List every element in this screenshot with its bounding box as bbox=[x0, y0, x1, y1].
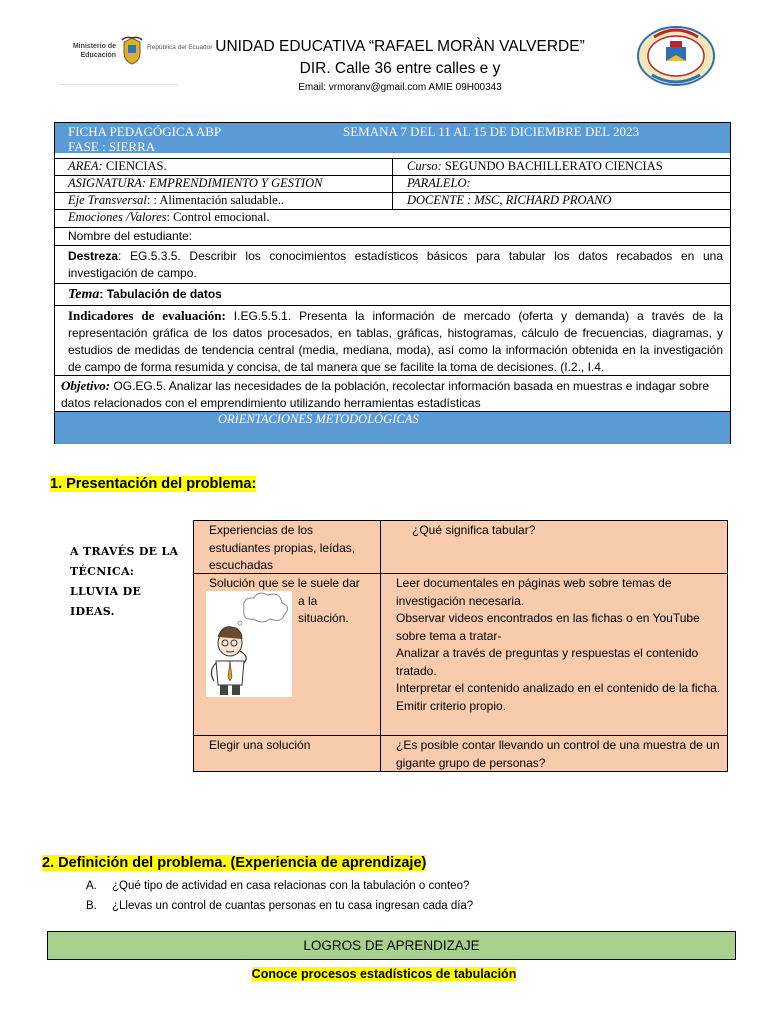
logros-subtitle bbox=[0, 967, 768, 981]
emociones-value: : Control emocional. bbox=[166, 210, 270, 224]
docente: DOCENTE : MSC, RICHARD PROANO bbox=[407, 193, 612, 207]
objetivo-value: OG.EG.5. Analizar las necesidades de la población, recolectar información basada en muestras e indagar sobre datos relacionados con el emprendimiento utilizando herramientas estadísticas bbox=[61, 379, 710, 410]
destreza-value: : EG.5.3.5. Describir los conocimientos estadísticos básicos para tabular los datos recabados en una investigación de campo. bbox=[68, 249, 723, 280]
technique-label: A TRAVÉS DE LA TÉCNICA: LLUVIA DE IDEAS. bbox=[70, 545, 179, 618]
eje-row bbox=[55, 192, 730, 209]
section2-heading-text: 2. Definición del problema. (Experiencia de aprendizaje) bbox=[42, 855, 427, 871]
school-contact: Email: vrmoranv@gmail.com AMIE 09H00343 bbox=[298, 82, 502, 93]
thinking-student-illustration bbox=[206, 591, 292, 697]
indicadores-value: I.EG.5.5.1. Presenta la información de mercado (oferta y demanda) a través de la representación gráfica de los datos procesados, en tablas, gráficas, histogramas, cálculo de frecuencias, diagramas, y estudios de medidas de tendencia central (media, mediana, moda), así como la información obtenida en la investigación de campo de forma resumida y concisa, de tal manera que se facilite la toma de decisiones. (I.2., I.4. bbox=[68, 309, 723, 374]
school-name: UNIDAD EDUCATIVA “RAFAEL MORÀN VALVERDE” bbox=[215, 38, 585, 55]
eje-label: Eje Transversal bbox=[68, 193, 147, 207]
eje-value: : : Alimentación saludable.. bbox=[146, 193, 284, 207]
ficha-header-row bbox=[55, 123, 730, 153]
emociones-row bbox=[55, 209, 730, 227]
table-r1c2: ¿Qué significa tabular? bbox=[412, 523, 536, 537]
question-item bbox=[86, 896, 473, 916]
ficha-phase: FASE : SIERRA bbox=[68, 139, 156, 154]
nombre-estudiante: Nombre del estudiante: bbox=[68, 229, 193, 243]
asignatura-row bbox=[55, 175, 730, 192]
curso-value: SEGUNDO BACHILLERATO CIENCIAS bbox=[441, 159, 663, 173]
table-r1c1: Experiencias de los estudiantes propias, leídas, escuchadas bbox=[209, 523, 356, 572]
curso-label: Curso: bbox=[407, 159, 442, 173]
emociones-label: Emociones /Valores bbox=[68, 210, 167, 224]
solution-steps bbox=[396, 575, 724, 715]
tema-row bbox=[55, 283, 730, 305]
indicadores-label: Indicadores de evaluación: bbox=[68, 308, 226, 323]
ministry-logo-right: República del Ecuador bbox=[147, 44, 213, 51]
area-label: AREA: bbox=[68, 159, 103, 173]
question-text: ¿Qué tipo de actividad en casa relacionas con la tabulación o conteo? bbox=[112, 880, 470, 892]
tema-value: : Tabulación de datos bbox=[99, 287, 222, 301]
paralelo: PARALELO: bbox=[407, 176, 471, 190]
question-list bbox=[86, 876, 473, 916]
indicadores-row bbox=[55, 305, 730, 375]
ministry-logo-text: Ministerio de Educación bbox=[72, 43, 116, 59]
objetivo-label: Objetivo: bbox=[61, 378, 111, 393]
destreza-row bbox=[55, 245, 730, 283]
ecuador-shield-icon bbox=[120, 36, 144, 66]
solution-step: Interpretar el contenido analizado en el contenido de la ficha. bbox=[396, 681, 721, 695]
solution-step: Leer documentales en páginas web sobre temas de investigación necesaria. bbox=[396, 576, 672, 608]
orientaciones-row bbox=[55, 411, 730, 444]
logros-subtitle-text: Conoce procesos estadísticos de tabulación bbox=[251, 967, 517, 981]
nombre-row bbox=[55, 227, 730, 245]
solution-step: Emitir criterio propio. bbox=[396, 698, 507, 713]
ficha-title: FICHA PEDAGÓGICA ABP bbox=[68, 124, 222, 139]
objetivo-row bbox=[55, 375, 730, 411]
orientaciones-title: ORIENTACIONES METODOLÓGICAS bbox=[218, 412, 419, 426]
table-r2c1-line1: Solución que se le suele dar bbox=[209, 576, 360, 590]
question-item bbox=[86, 876, 473, 896]
solution-step: Observar videos encontrados en las fichas o en YouTube sobre tema a tratar- bbox=[396, 611, 700, 643]
question-key: B. bbox=[86, 900, 97, 912]
table-r2c1-line3: situación. bbox=[298, 611, 349, 625]
logros-banner: LOGROS DE APRENDIZAJE bbox=[47, 931, 736, 960]
section2-heading bbox=[42, 855, 426, 871]
table-r3c1: Elegir una solución bbox=[209, 738, 311, 752]
brainstorm-table bbox=[193, 520, 728, 772]
area-row bbox=[55, 158, 730, 175]
pedagogical-info-table bbox=[54, 122, 731, 444]
school-address: DIR. Calle 36 entre calles e y bbox=[299, 60, 501, 77]
tema-label: Tema bbox=[68, 287, 100, 302]
question-key: A. bbox=[86, 880, 97, 892]
section1-heading bbox=[50, 476, 256, 492]
solution-step: Analizar a través de preguntas y respuestas el contenido tratado. bbox=[396, 646, 699, 678]
destreza-label: Destreza bbox=[68, 249, 119, 263]
table-r3c2: ¿Es posible contar llevando un control de una muestra de un gigante grupo de personas? bbox=[396, 738, 720, 770]
area-value: CIENCIAS. bbox=[102, 159, 167, 173]
asignatura: ASIGNATURA: EMPRENDIMIENTO Y GESTION bbox=[68, 176, 323, 190]
table-r2c1-line2: a la bbox=[298, 594, 318, 608]
ficha-week: SEMANA 7 DEL 11 AL 15 DE DICIEMBRE DEL 2023 bbox=[343, 124, 639, 139]
question-text: ¿Llevas un control de cuantas personas en tu casa ingresan cada día? bbox=[112, 900, 474, 912]
section1-heading-text: 1. Presentación del problema: bbox=[50, 476, 257, 492]
school-seal-logo bbox=[636, 25, 716, 87]
